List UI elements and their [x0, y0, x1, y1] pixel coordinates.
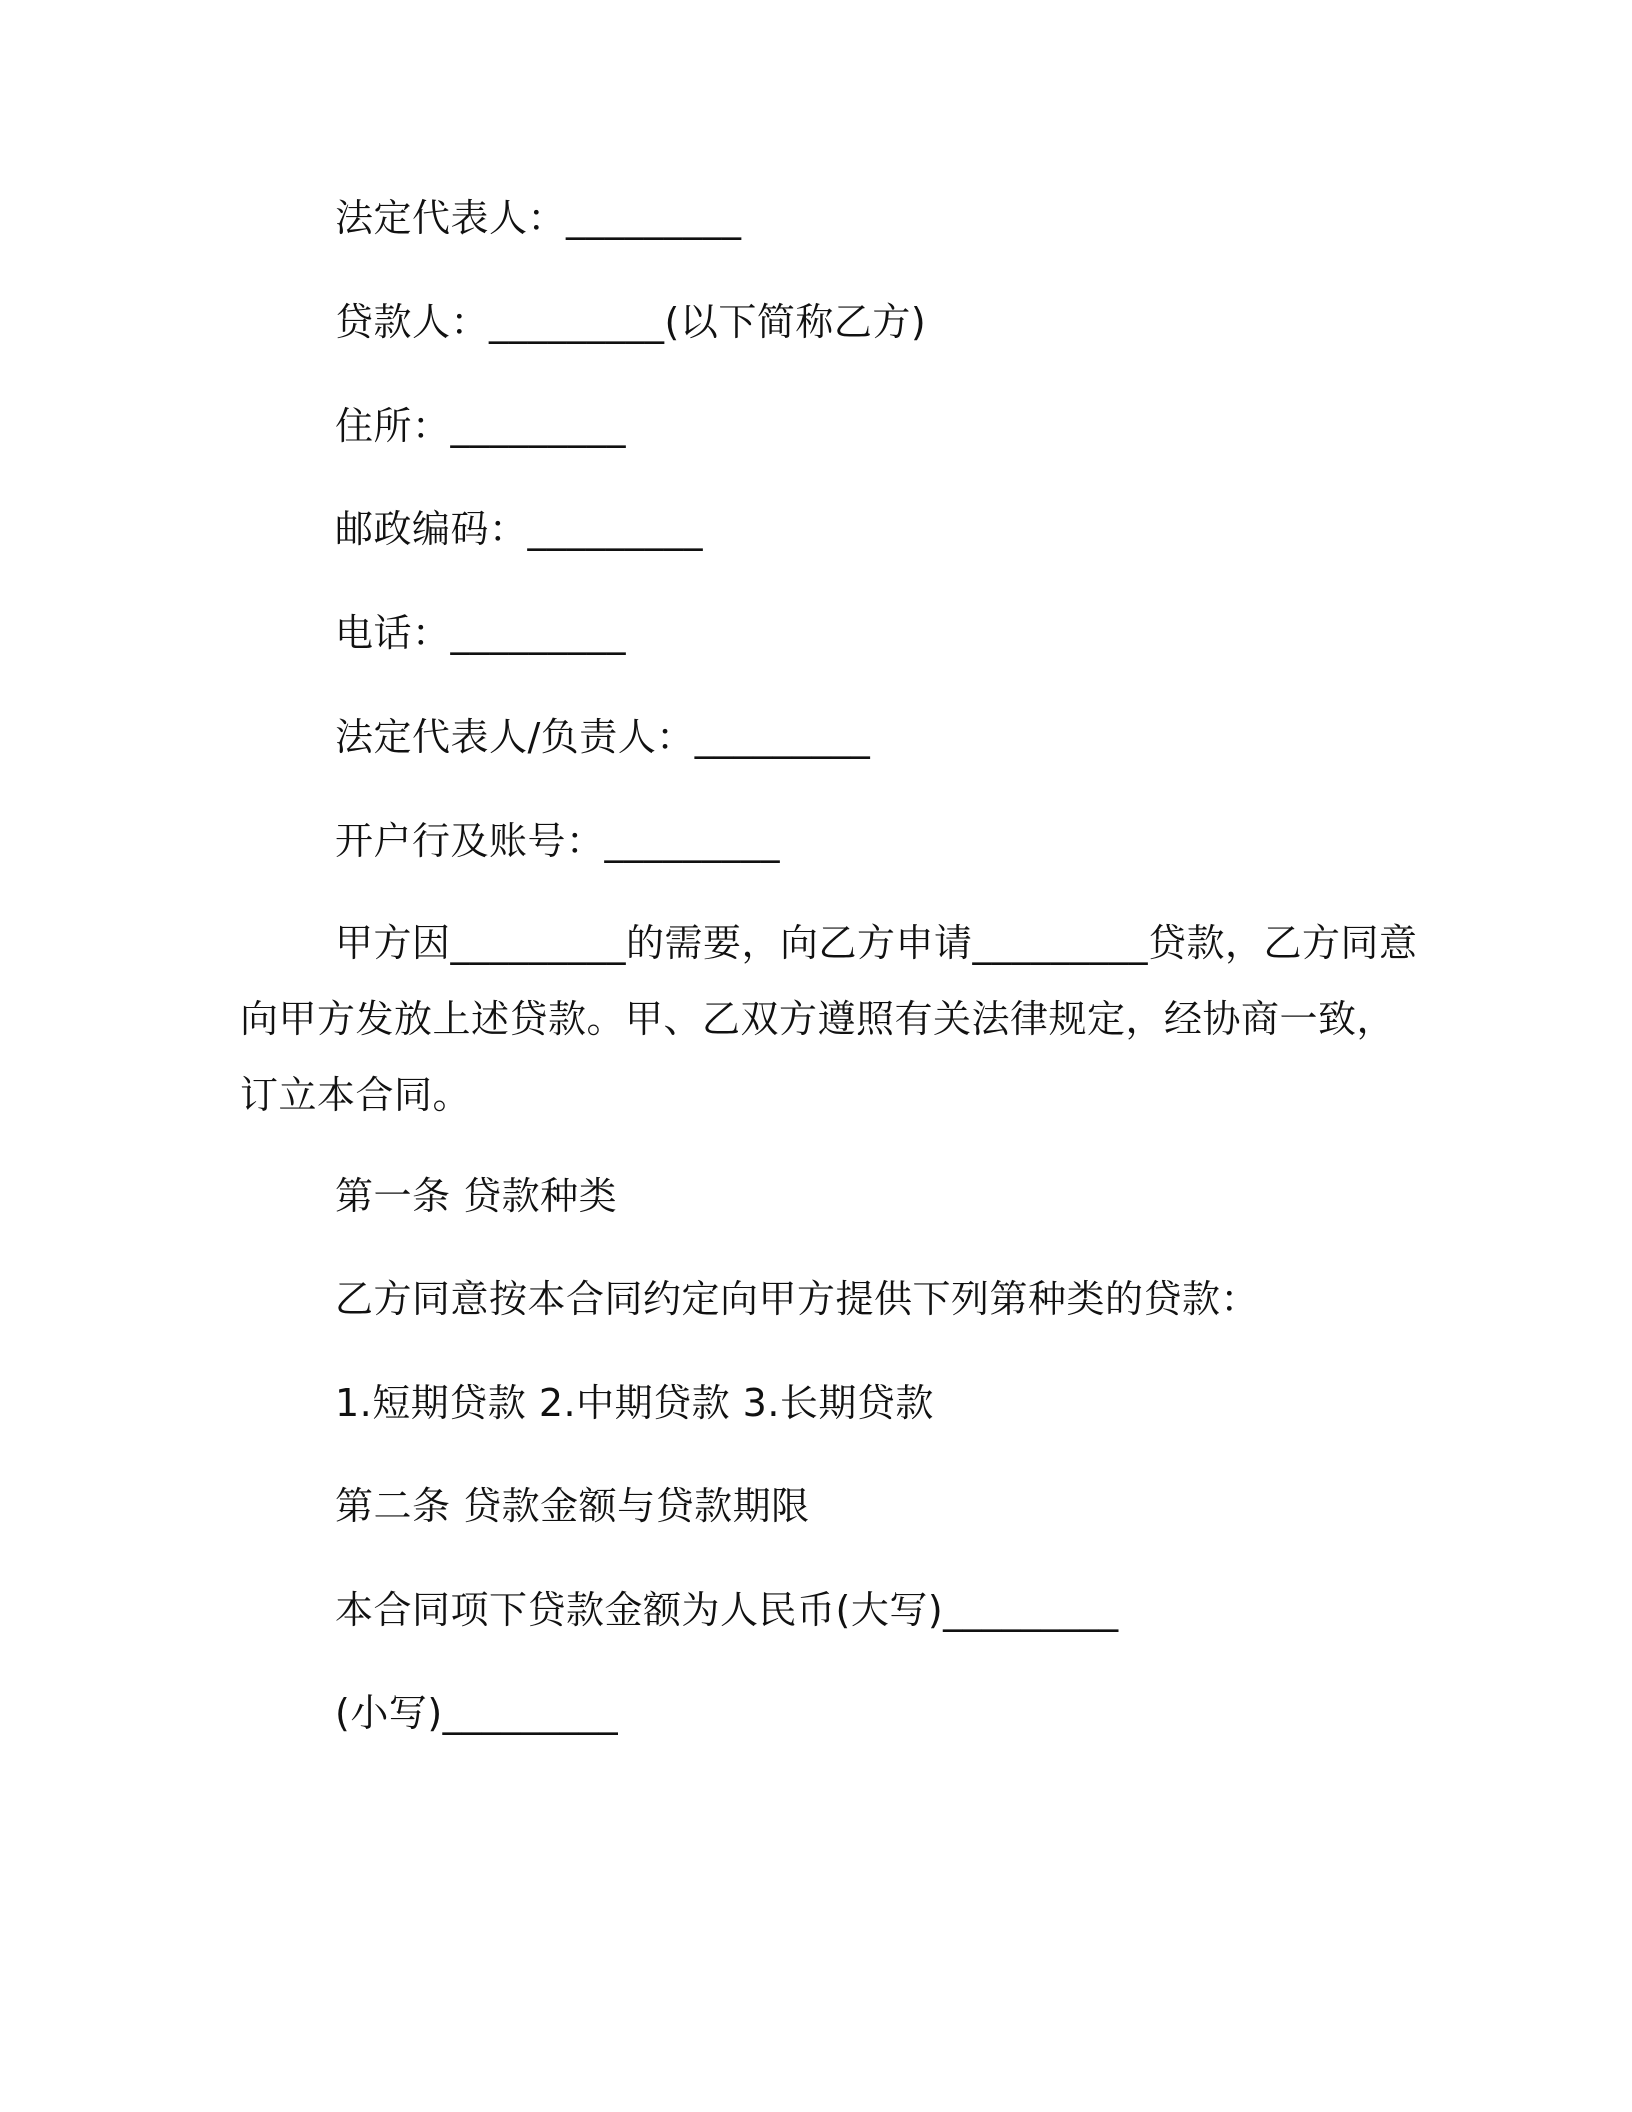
- legal-representative-line: 法定代表人：_________: [335, 196, 742, 240]
- loan-amount-uppercase-line: 本合同项下贷款金额为人民币(大写)_________: [335, 1588, 1119, 1632]
- phone-line: 电话：_________: [335, 611, 627, 655]
- article-one-heading: 第一条 贷款种类: [335, 1174, 618, 1218]
- postal-code-line: 邮政编码：_________: [335, 507, 704, 551]
- address-line: 住所：_________: [335, 404, 627, 448]
- bank-account-line: 开户行及账号：_________: [335, 819, 781, 863]
- loan-types-line: 1.短期贷款 2.中期贷款 3.长期贷款: [335, 1381, 934, 1425]
- paragraph-line-3: 订立本合同。: [240, 1073, 472, 1117]
- representative-responsible-line: 法定代表人/负责人：_________: [335, 715, 871, 759]
- paragraph-line-1: 甲方因_________的需要，向乙方申请_________贷款，乙方同意: [335, 921, 1418, 965]
- paragraph-line-2: 向甲方发放上述贷款。甲、乙双方遵照有关法律规定，经协商一致，: [240, 997, 1396, 1041]
- article-one-text: 乙方同意按本合同约定向甲方提供下列第种类的贷款：: [335, 1277, 1260, 1321]
- article-two-heading: 第二条 贷款金额与贷款期限: [335, 1484, 810, 1528]
- loan-amount-lowercase-line: (小写)_________: [335, 1691, 619, 1735]
- lender-line: 贷款人：_________(以下简称乙方): [335, 300, 927, 344]
